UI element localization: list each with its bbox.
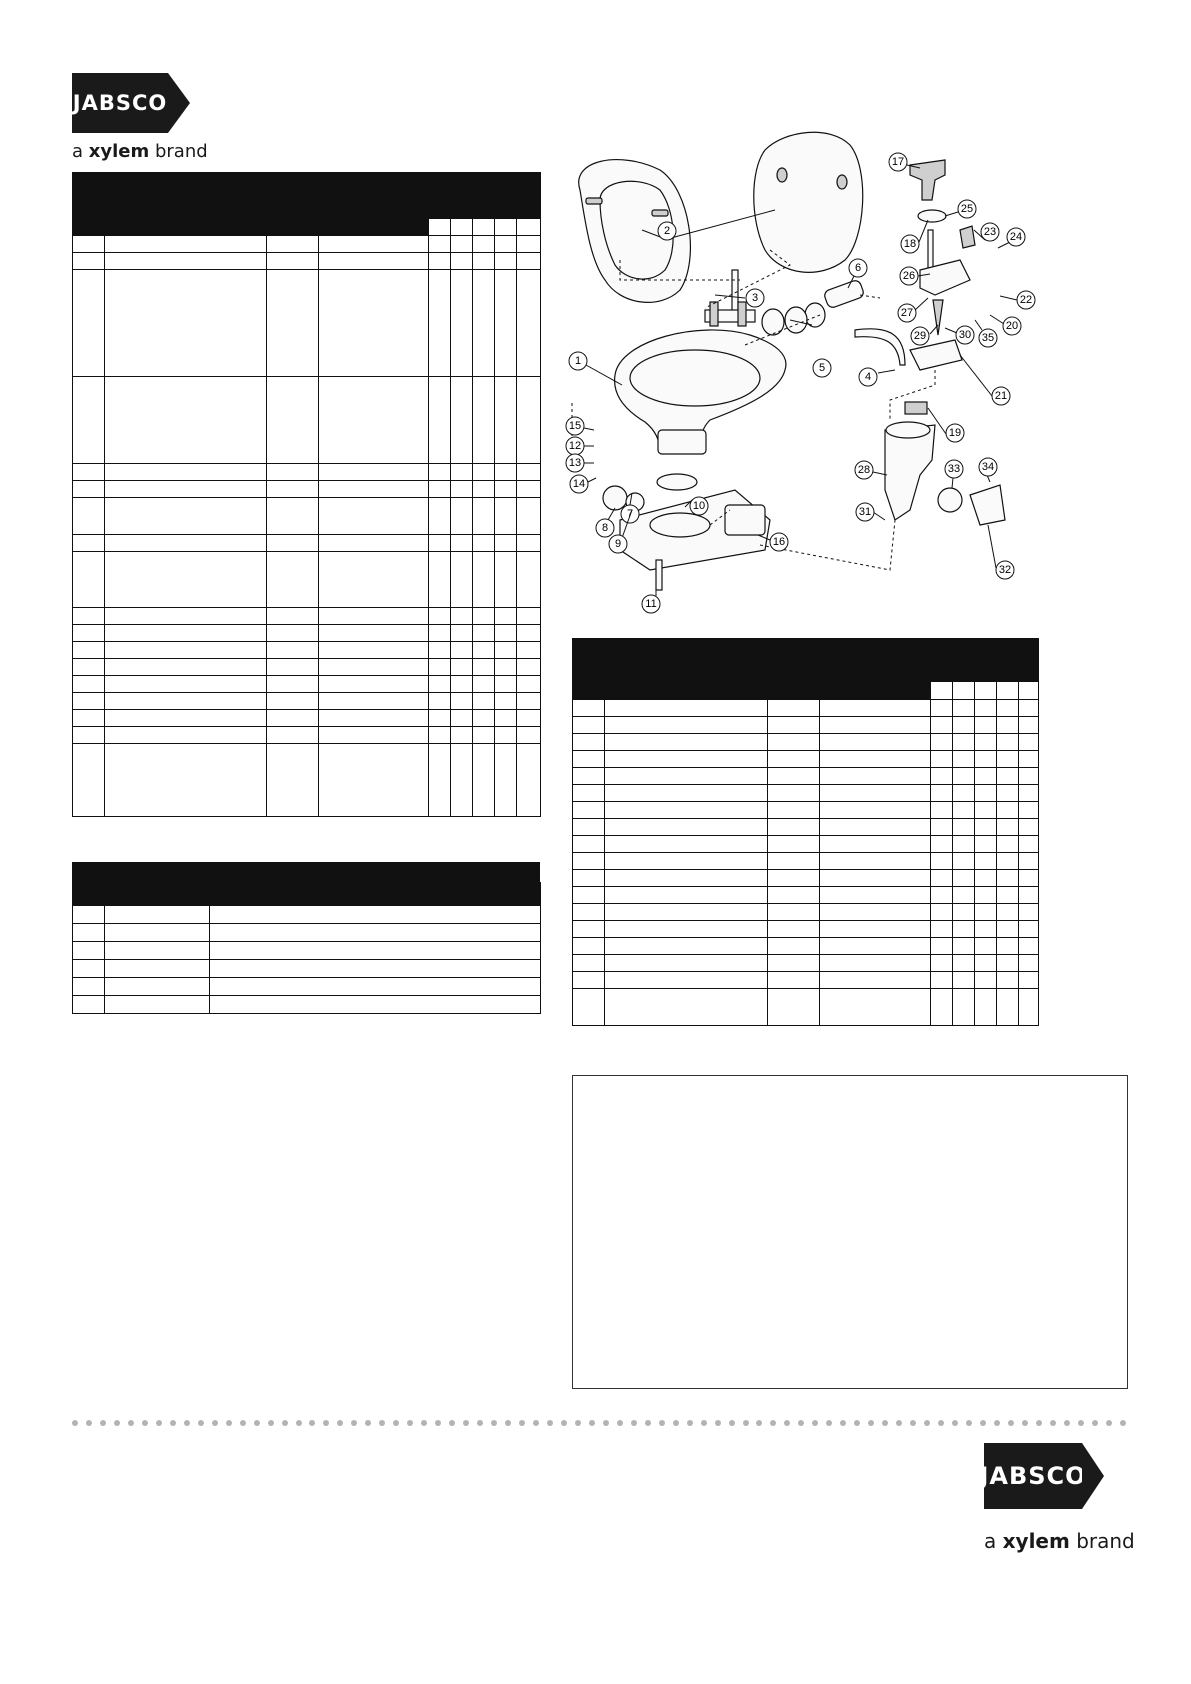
notes-box <box>572 1075 1128 1389</box>
footer-dotted-rule <box>72 1420 1126 1426</box>
rule-dot <box>156 1420 162 1426</box>
svg-text:23: 23 <box>983 226 997 238</box>
table-row <box>73 236 541 253</box>
svg-text:28: 28 <box>857 464 871 476</box>
table-row <box>73 710 541 727</box>
rule-dot <box>1092 1420 1098 1426</box>
pump-base-part <box>603 474 770 590</box>
rule-dot <box>868 1420 874 1426</box>
callout-25 <box>945 200 976 218</box>
left-kits-table <box>72 882 541 1014</box>
rule-dot <box>505 1420 511 1426</box>
callout-29 <box>911 325 938 345</box>
toilet-bowl-part <box>615 330 786 454</box>
rule-dot <box>882 1420 888 1426</box>
rule-dot <box>1050 1420 1056 1426</box>
rule-dot <box>1008 1420 1014 1426</box>
table-row <box>573 802 1039 819</box>
svg-text:20: 20 <box>1005 320 1019 332</box>
table-row <box>73 270 541 377</box>
rule-dot <box>561 1420 567 1426</box>
svg-text:14: 14 <box>572 478 586 490</box>
table-row <box>573 921 1039 938</box>
table-row <box>73 996 541 1014</box>
callout-4 <box>859 368 895 386</box>
rule-dot <box>421 1420 427 1426</box>
svg-text:17: 17 <box>891 156 905 168</box>
rule-dot <box>296 1420 302 1426</box>
table-row <box>573 972 1039 989</box>
svg-text:22: 22 <box>1019 294 1033 306</box>
rule-dot <box>1064 1420 1070 1426</box>
svg-text:32: 32 <box>998 564 1012 576</box>
svg-text:12: 12 <box>568 440 582 452</box>
rule-dot <box>212 1420 218 1426</box>
callout-14 <box>570 475 596 493</box>
rule-dot <box>309 1420 315 1426</box>
table-row <box>73 552 541 608</box>
rule-dot <box>86 1420 92 1426</box>
rule-dot <box>840 1420 846 1426</box>
table-row <box>73 693 541 710</box>
rule-dot <box>142 1420 148 1426</box>
hose-part <box>762 279 905 365</box>
svg-text:11: 11 <box>645 598 657 610</box>
table-row <box>573 938 1039 955</box>
table-row <box>73 481 541 498</box>
table-row <box>73 498 541 535</box>
rule-dot <box>589 1420 595 1426</box>
callout-34 <box>979 458 997 482</box>
table-row <box>573 717 1039 734</box>
table-row <box>573 836 1039 853</box>
rule-dot <box>72 1420 78 1426</box>
callout-13 <box>566 454 594 472</box>
xylem-tagline: a xylem brand <box>72 141 208 162</box>
rule-dot <box>701 1420 707 1426</box>
table-row <box>573 887 1039 904</box>
rule-dot <box>966 1420 972 1426</box>
rule-dot <box>170 1420 176 1426</box>
svg-text:5: 5 <box>818 362 826 374</box>
rule-dot <box>687 1420 693 1426</box>
table-row <box>573 955 1039 972</box>
svg-text:24: 24 <box>1009 231 1023 243</box>
callout-22 <box>1000 291 1035 309</box>
callout-8 <box>596 508 615 537</box>
table-row <box>573 870 1039 887</box>
table-row <box>573 700 1039 717</box>
table-row <box>73 608 541 625</box>
rule-dot <box>1120 1420 1126 1426</box>
rule-dot <box>1078 1420 1084 1426</box>
rule-dot <box>477 1420 483 1426</box>
rule-dot <box>729 1420 735 1426</box>
table-row <box>73 942 541 960</box>
callout-1 <box>569 352 622 385</box>
rule-dot <box>547 1420 553 1426</box>
table-row <box>573 989 1039 1026</box>
rule-dot <box>519 1420 525 1426</box>
table-row <box>73 744 541 817</box>
svg-text:4: 4 <box>864 371 872 383</box>
rule-dot <box>798 1420 804 1426</box>
rule-dot <box>114 1420 120 1426</box>
table-row <box>73 960 541 978</box>
svg-text:21: 21 <box>994 390 1008 402</box>
rule-dot <box>365 1420 371 1426</box>
rule-dot <box>323 1420 329 1426</box>
rule-dot <box>1036 1420 1042 1426</box>
rule-dot <box>533 1420 539 1426</box>
left-parts-header <box>73 173 541 219</box>
xylem-tagline: a xylem brand <box>984 1529 1135 1553</box>
rule-dot <box>603 1420 609 1426</box>
svg-text:30: 30 <box>958 329 972 341</box>
table-row <box>573 819 1039 836</box>
table-row <box>573 734 1039 751</box>
svg-text:13: 13 <box>568 457 582 469</box>
callout-33 <box>945 460 963 488</box>
exploded-parts-diagram <box>560 130 1120 630</box>
svg-text:27: 27 <box>900 307 914 319</box>
left-parts-table <box>72 172 541 817</box>
brand-logo-top <box>72 73 272 163</box>
rule-dot <box>128 1420 134 1426</box>
callout-31 <box>856 503 885 521</box>
table-row <box>573 768 1039 785</box>
rule-dot <box>854 1420 860 1426</box>
svg-text:26: 26 <box>902 270 916 282</box>
rule-dot <box>994 1420 1000 1426</box>
rule-dot <box>952 1420 958 1426</box>
svg-text:33: 33 <box>947 463 961 475</box>
rule-dot <box>240 1420 246 1426</box>
callout-15 <box>566 417 594 435</box>
table-row <box>73 906 541 924</box>
svg-text:15: 15 <box>568 420 582 432</box>
rule-dot <box>715 1420 721 1426</box>
rule-dot <box>924 1420 930 1426</box>
rule-dot <box>980 1420 986 1426</box>
rule-dot <box>268 1420 274 1426</box>
rule-dot <box>184 1420 190 1426</box>
rule-dot <box>770 1420 776 1426</box>
rule-dot <box>659 1420 665 1426</box>
svg-text:9: 9 <box>614 538 622 550</box>
rule-dot <box>449 1420 455 1426</box>
callout-27 <box>898 298 928 322</box>
jabsco-logo-mark: JABSCO <box>984 1443 1082 1509</box>
table-row <box>73 535 541 552</box>
kits-header <box>73 883 541 906</box>
rule-dot <box>826 1420 832 1426</box>
callout-23 <box>974 223 999 241</box>
rule-dot <box>435 1420 441 1426</box>
kits-title-band <box>72 862 540 882</box>
rule-dot <box>198 1420 204 1426</box>
brand-logo-bottom <box>979 1443 1144 1553</box>
table-row <box>73 464 541 481</box>
rule-dot <box>645 1420 651 1426</box>
rule-dot <box>491 1420 497 1426</box>
callout-32 <box>988 525 1014 579</box>
right-parts-header <box>573 639 1039 682</box>
callout-35 <box>975 320 997 347</box>
rule-dot <box>784 1420 790 1426</box>
rule-dot <box>226 1420 232 1426</box>
svg-text:1: 1 <box>574 355 582 367</box>
table-row <box>73 377 541 464</box>
callout-24 <box>998 228 1025 248</box>
svg-text:18: 18 <box>903 238 917 250</box>
rule-dot <box>938 1420 944 1426</box>
rule-dot <box>100 1420 106 1426</box>
svg-text:2: 2 <box>663 225 671 237</box>
table-row <box>573 751 1039 768</box>
svg-text:19: 19 <box>948 427 962 439</box>
rule-dot <box>282 1420 288 1426</box>
svg-text:29: 29 <box>913 330 927 342</box>
rule-dot <box>351 1420 357 1426</box>
toilet-lid-part <box>754 132 863 272</box>
rule-dot <box>393 1420 399 1426</box>
rule-dot <box>812 1420 818 1426</box>
jabsco-logo-mark: JABSCO <box>72 73 168 133</box>
svg-text:25: 25 <box>960 203 974 215</box>
rule-dot <box>575 1420 581 1426</box>
svg-text:3: 3 <box>751 292 759 304</box>
svg-text:6: 6 <box>854 262 862 274</box>
table-row <box>73 642 541 659</box>
rule-dot <box>617 1420 623 1426</box>
svg-text:31: 31 <box>858 506 872 518</box>
table-row <box>73 253 541 270</box>
table-row <box>73 659 541 676</box>
rule-dot <box>896 1420 902 1426</box>
table-row <box>73 676 541 693</box>
table-row <box>73 978 541 996</box>
svg-text:34: 34 <box>981 461 995 473</box>
svg-text:16: 16 <box>772 536 786 548</box>
rule-dot <box>673 1420 679 1426</box>
table-row <box>573 853 1039 870</box>
table-row <box>73 727 541 744</box>
rule-dot <box>743 1420 749 1426</box>
rule-dot <box>254 1420 260 1426</box>
table-row <box>73 924 541 942</box>
svg-text:7: 7 <box>626 508 634 520</box>
rule-dot <box>1106 1420 1112 1426</box>
rule-dot <box>631 1420 637 1426</box>
rule-dot <box>756 1420 762 1426</box>
rule-dot <box>910 1420 916 1426</box>
rule-dot <box>463 1420 469 1426</box>
table-row <box>573 904 1039 921</box>
callout-28 <box>855 461 887 479</box>
rule-dot <box>407 1420 413 1426</box>
svg-text:10: 10 <box>692 500 706 512</box>
rule-dot <box>1022 1420 1028 1426</box>
svg-text:8: 8 <box>601 522 609 534</box>
callout-12 <box>566 437 594 455</box>
svg-text:35: 35 <box>981 332 995 344</box>
rule-dot <box>379 1420 385 1426</box>
callout-18 <box>901 220 928 253</box>
callout-21 <box>960 355 1010 405</box>
right-parts-table <box>572 638 1039 1026</box>
table-row <box>73 625 541 642</box>
table-row <box>573 785 1039 802</box>
rule-dot <box>337 1420 343 1426</box>
